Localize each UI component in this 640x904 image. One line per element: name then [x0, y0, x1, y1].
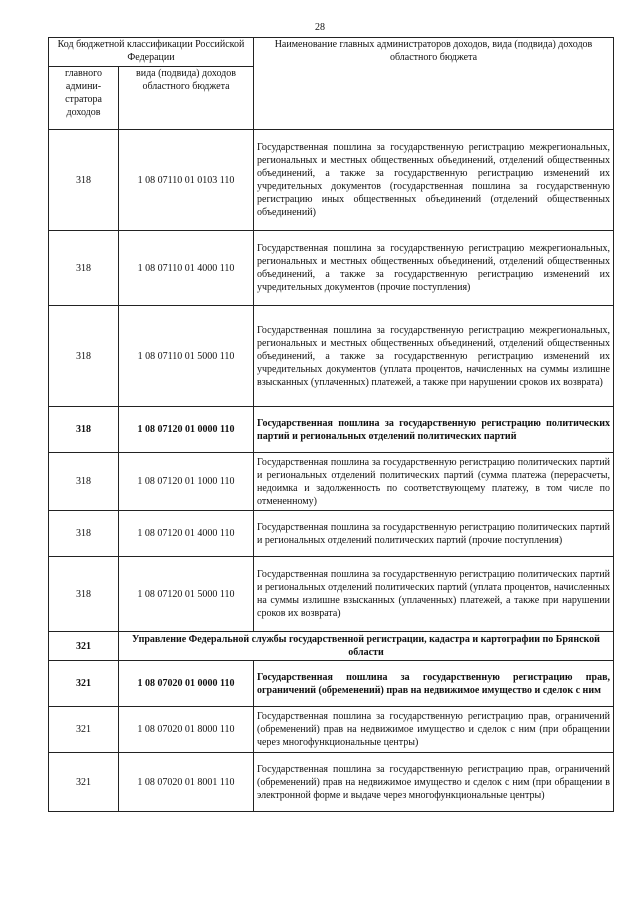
- revenue-name-cell: Государственная пошлина за государственную регистрацию межрегиональных, региональных и местных общественных объединений, отделений общественных объединений, а также за государственную регистрацию изменений их учредительных документов (уплата процентов, начисленных на суммы излишне взысканных (уплаченных) платежей, а также при нарушении сроков их возврата): [254, 306, 614, 407]
- admin-code-cell: 321: [49, 753, 119, 812]
- table-header-row: [49, 38, 614, 67]
- table-row: [49, 557, 614, 632]
- table-row: [49, 231, 614, 306]
- revenue-code-cell: 1 08 07120 01 1000 110: [119, 453, 254, 511]
- admin-code-cell: 318: [49, 407, 119, 453]
- admin-code-cell: 321: [49, 707, 119, 753]
- admin-code-cell: 318: [49, 306, 119, 407]
- revenue-code-cell: 1 08 07020 01 8000 110: [119, 707, 254, 753]
- revenue-name-cell: Государственная пошлина за государственную регистрацию политических партий и региональных отделений политических партий (прочие поступления): [254, 511, 614, 557]
- header-type-column: вида (подвида) доходов областного бюджета: [119, 67, 254, 130]
- header-admin-column: главного админи-стратора доходов: [49, 67, 119, 130]
- revenue-code-cell: 1 08 07110 01 5000 110: [119, 306, 254, 407]
- table-row: [49, 130, 614, 231]
- admin-code-cell: 318: [49, 453, 119, 511]
- table-body: [49, 130, 614, 812]
- table-row: [49, 407, 614, 453]
- admin-code-cell: 318: [49, 130, 119, 231]
- revenue-name-cell: Государственная пошлина за государственную регистрацию межрегиональных, региональных и местных общественных объединений, отделений общественных объединений, а также за государственную регистрацию изменений их учредительных документов (государственная пошлина за государственную регистрацию иных общественных объединений (отделений общественных объединений): [254, 130, 614, 231]
- revenue-code-cell: 1 08 07110 01 0103 110: [119, 130, 254, 231]
- admin-code-cell: 318: [49, 511, 119, 557]
- admin-code-cell: 321: [49, 632, 119, 661]
- table-row: [49, 707, 614, 753]
- revenue-name-cell: Государственная пошлина за государственную регистрацию прав, ограничений (обременений) прав на недвижимое имущество и сделок с ним: [254, 661, 614, 707]
- admin-code-cell: 318: [49, 231, 119, 306]
- revenue-code-cell: 1 08 07120 01 4000 110: [119, 511, 254, 557]
- header-name-column: Наименование главных администраторов доходов, вида (подвида) доходов областного бюджета: [254, 38, 614, 130]
- table-row: [49, 511, 614, 557]
- admin-code-cell: 318: [49, 557, 119, 632]
- table-row: [49, 306, 614, 407]
- revenue-name-cell: Государственная пошлина за государственную регистрацию прав, ограничений (обременений) прав на недвижимое имущество и сделок с ним (при обращении через многофункциональные центры): [254, 707, 614, 753]
- revenue-name-cell: Государственная пошлина за государственную регистрацию межрегиональных, региональных и местных общественных объединений, отделений общественных объединений, а также за государственную регистрацию изменений их учредительных документов (прочие поступления): [254, 231, 614, 306]
- table-row: [49, 661, 614, 707]
- revenue-code-cell: 1 08 07020 01 8001 110: [119, 753, 254, 812]
- budget-classification-table: [48, 37, 614, 812]
- revenue-code-cell: 1 08 07020 01 0000 110: [119, 661, 254, 707]
- table-row: [49, 453, 614, 511]
- header-code-group: Код бюджетной классификации Российской Федерации: [49, 38, 254, 67]
- revenue-name-cell: Государственная пошлина за государственную регистрацию прав, ограничений (обременений) прав на недвижимое имущество и сделок с ним (при обращении в электронной форме и выдаче через многофункциональные центры): [254, 753, 614, 812]
- revenue-code-cell: 1 08 07120 01 5000 110: [119, 557, 254, 632]
- revenue-name-cell: Государственная пошлина за государственную регистрацию политических партий и региональных отделений политических партий (сумма платежа (перерасчеты, недоимка и задолженность по соответствующему платежу, в том числе по отмененному): [254, 453, 614, 511]
- revenue-code-cell: 1 08 07110 01 4000 110: [119, 231, 254, 306]
- revenue-code-cell: 1 08 07120 01 0000 110: [119, 407, 254, 453]
- table-row: [49, 632, 614, 661]
- revenue-name-cell: Государственная пошлина за государственную регистрацию политических партий и региональных отделений политических партий (уплата процентов, начисленных на суммы излишне взысканных (уплаченных) платежей, а также при нарушении сроков их возврата): [254, 557, 614, 632]
- admin-code-cell: 321: [49, 661, 119, 707]
- revenue-name-cell: Государственная пошлина за государственную регистрацию политических партий и региональных отделений политических партий: [254, 407, 614, 453]
- agency-name-cell: Управление Федеральной службы государственной регистрации, кадастра и картографии по Брянской области: [119, 632, 614, 661]
- page-number: 28: [315, 22, 325, 33]
- table-row: [49, 753, 614, 812]
